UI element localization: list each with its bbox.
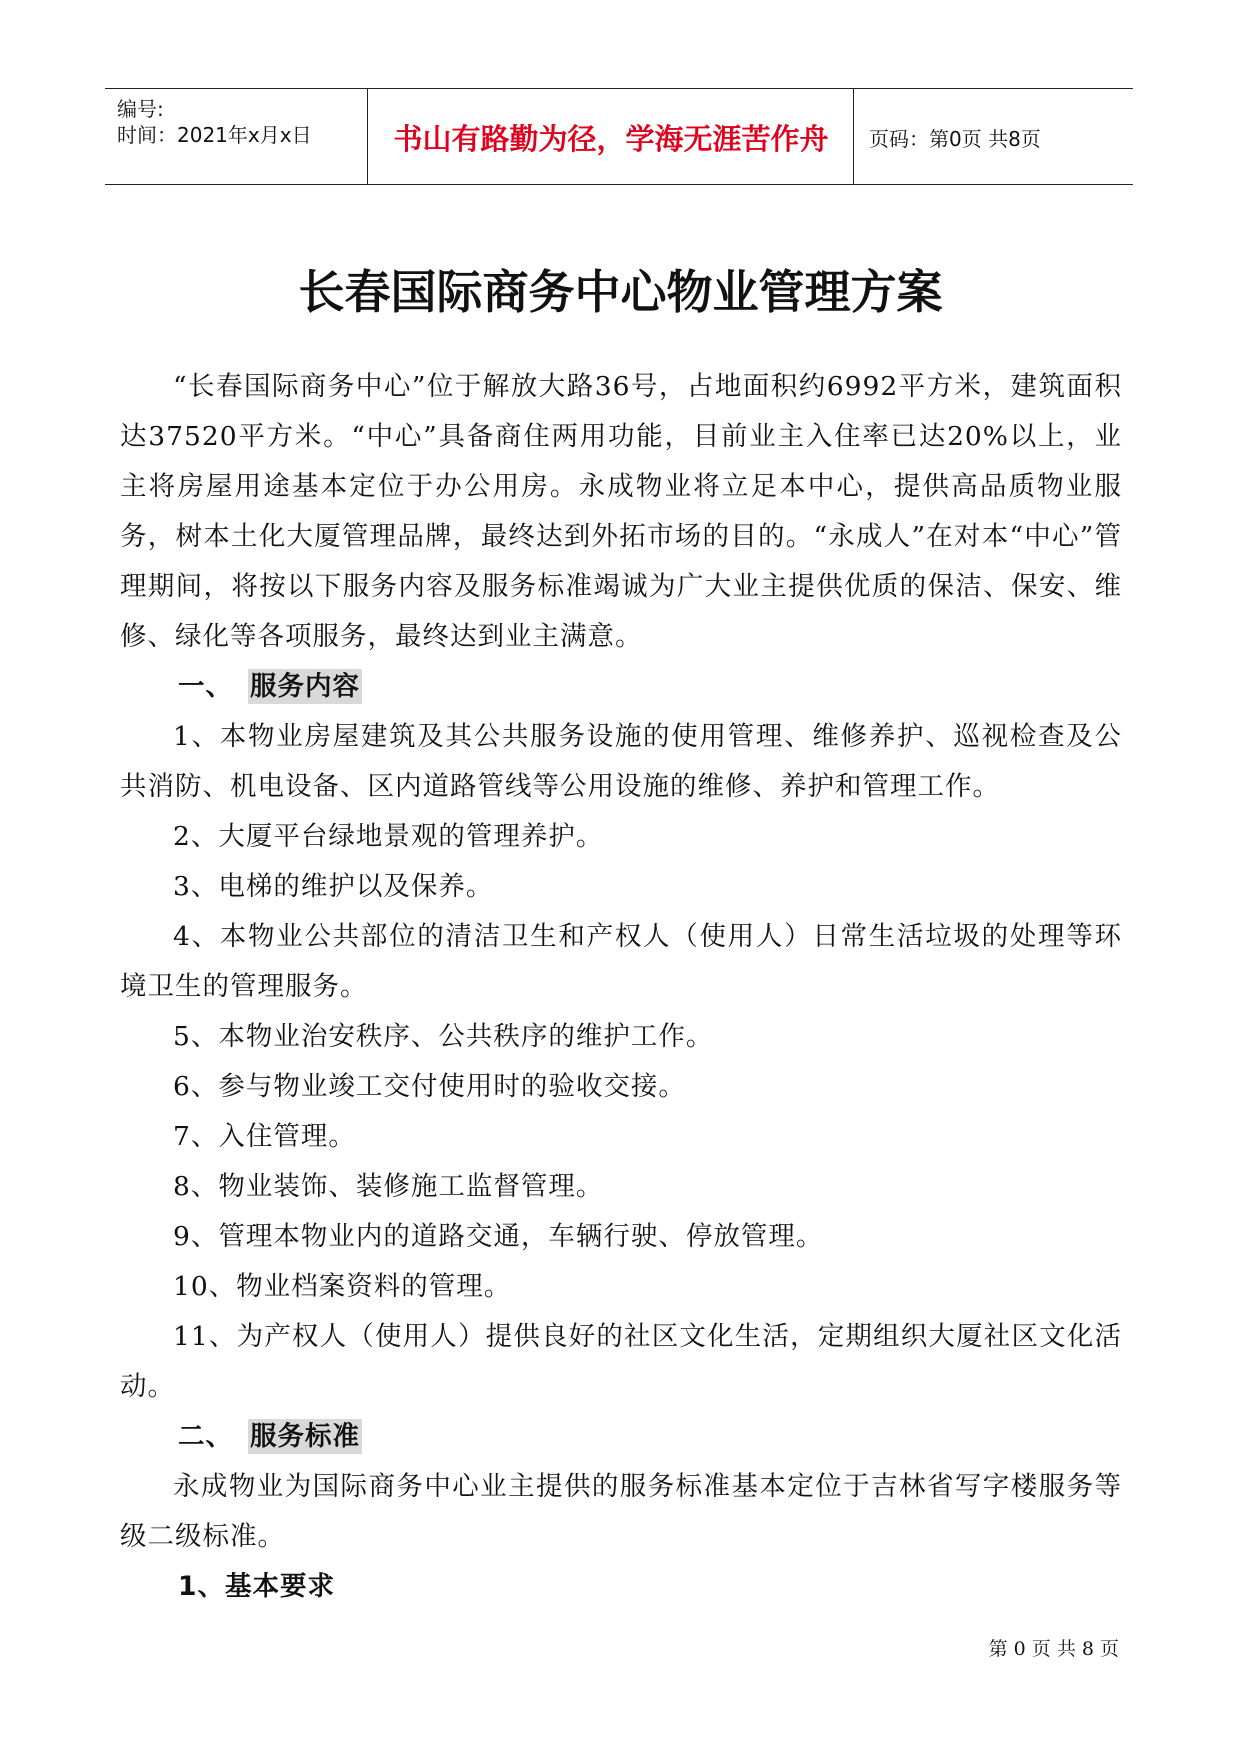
document-title: 长春国际商务中心物业管理方案 <box>298 265 943 319</box>
document-header <box>105 88 1133 185</box>
section-label: 服务标准 <box>250 1421 360 1452</box>
header-right-cell <box>855 89 1133 184</box>
intro-paragraph: “长春国际商务中心”位于解放大路36号，占地面积约6992平方米，建筑面积达37520平方米。“中心”具备商住两用功能，目前业主入住率已达20%以上，业主将房屋用途基本定位于办公用房。永成物业将立足本中心，提供高品质物业服务，树本土化大厦管理品牌，最终达到外拓市场的目的。“永成人”在对本“中心”管理期间，将按以下服务内容及服务标准竭诚为广大业主提供优质的保洁、保安、维修、绿化等各项服务，最终达到业主满意。 <box>120 371 1122 652</box>
section-paragraph: 永成物业为国际商务中心业主提供的服务标准基本定位于吉林省写字楼服务等级二级标准。 <box>120 1471 1122 1552</box>
header-motto: 书山有路勤为径，学海无涯苦作舟 <box>393 122 829 156</box>
header-page-info: 页码：第0页 共8页 <box>869 127 1041 151</box>
list-item: 4、本物业公共部位的清洁卫生和产权人（使用人）日常生活垃圾的处理等环境卫生的管理服务。 <box>120 921 1122 1002</box>
list-item: 10、物业档案资料的管理。 <box>173 1271 512 1302</box>
document-body <box>120 362 1122 1612</box>
section-heading-2 <box>120 1412 1122 1462</box>
page-footer: 第 0 页 共 8 页 <box>988 1638 1119 1660</box>
document-number-label: 编号: <box>117 97 164 121</box>
subheading: 1、基本要求 <box>178 1571 335 1602</box>
section-label: 服务内容 <box>250 671 360 702</box>
list-item: 11、为产权人（使用人）提供良好的社区文化生活，定期组织大厦社区文化活动。 <box>120 1321 1122 1402</box>
list-item: 6、参与物业竣工交付使用时的验收交接。 <box>173 1071 686 1102</box>
header-left-cell <box>105 89 368 184</box>
section-number: 一、 <box>178 671 233 702</box>
list-item: 3、电梯的维护以及保养。 <box>173 871 494 902</box>
section-heading-1 <box>120 662 1122 712</box>
document-time-label: 时间：2021年x月x日 <box>117 123 312 147</box>
list-item: 8、物业装饰、装修施工监督管理。 <box>173 1171 604 1202</box>
list-item: 5、本物业治安秩序、公共秩序的维护工作。 <box>173 1021 714 1052</box>
list-item: 7、入住管理。 <box>173 1121 356 1152</box>
header-middle-cell <box>369 89 854 184</box>
list-item: 9、管理本物业内的道路交通，车辆行驶、停放管理。 <box>173 1221 824 1252</box>
section-number: 二、 <box>178 1421 233 1452</box>
list-item: 2、大厦平台绿地景观的管理养护。 <box>173 821 604 852</box>
list-item: 1、本物业房屋建筑及其公共服务设施的使用管理、维修养护、巡视检查及公共消防、机电设备、区内道路管线等公用设施的维修、养护和管理工作。 <box>120 721 1122 802</box>
